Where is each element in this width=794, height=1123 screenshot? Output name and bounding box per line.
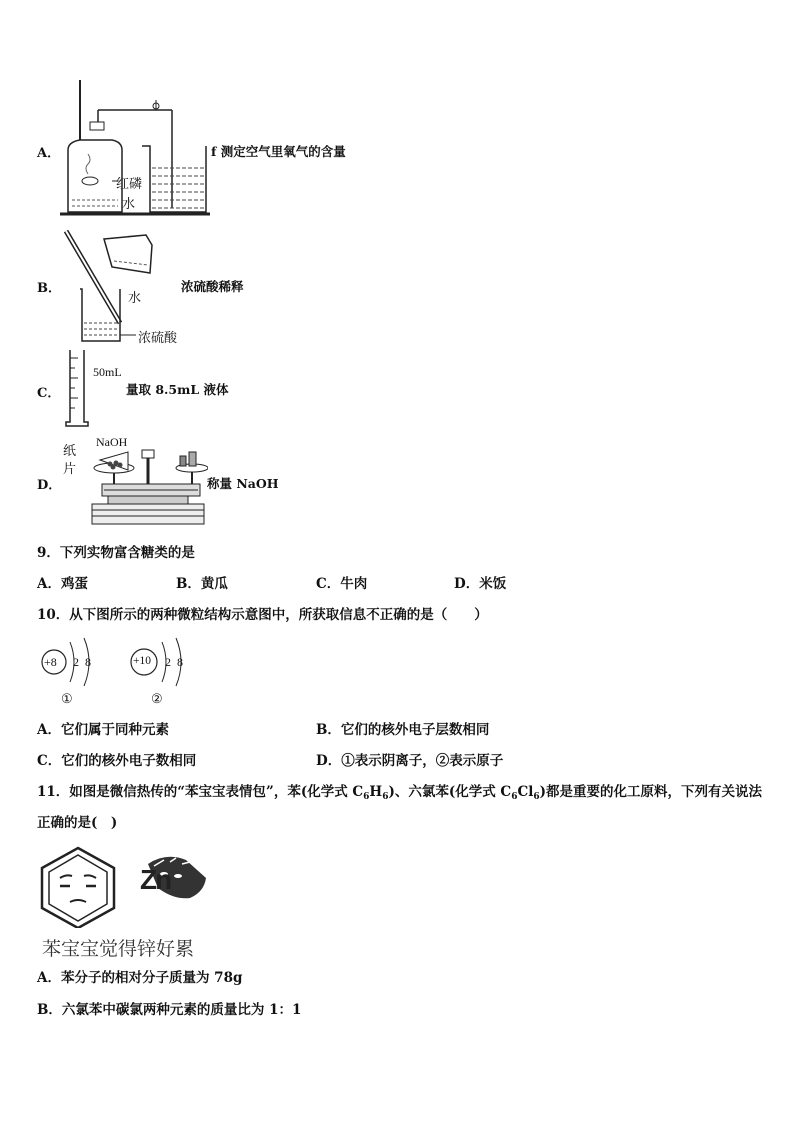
option-a-letter: A． — [37, 146, 61, 161]
atom-1-shells: 2 8 — [73, 655, 91, 669]
balance-scale — [88, 446, 208, 528]
question-11-stem: 11．如图是微信热传的“苯宝宝表情包”，苯(化学式 $C_6H_6$)、六氯苯(化学式 $C_6Cl_6$)都是重要的化工原料，下列有关说法 — [37, 784, 762, 802]
q10-choice-c: C．它们的核外电子数相同 — [37, 753, 197, 769]
q9-choice-d: D．米饭 — [454, 576, 507, 592]
option-b-letter: B． — [37, 281, 61, 296]
graduated-cylinder — [62, 348, 96, 430]
question-9-stem: 9．下列实物富含糖类的是 — [37, 545, 195, 561]
image-caption: 苯宝宝觉得锌好累 — [42, 938, 195, 960]
red-phosphorus-label: 红磷 — [116, 177, 143, 192]
paper-label-2: 片 — [63, 462, 77, 477]
naoh-label: NaOH — [96, 435, 128, 449]
option-a-caption: f 测定空气里氧气的含量 — [211, 144, 346, 159]
atom-1-label: ① — [61, 692, 73, 707]
question-11-stem-line2: 正确的是( ) — [37, 815, 118, 831]
option-b-caption: 浓硫酸稀释 — [181, 279, 244, 294]
q11-choice-a: A．苯分子的相对分子质量为 78g — [37, 970, 243, 986]
q10-choice-b: B．它们的核外电子层数相同 — [316, 722, 490, 738]
option-c-letter: C． — [37, 386, 61, 401]
atom-1-nucleus: +8 — [44, 655, 57, 669]
q9-choice-c: C．牛肉 — [316, 576, 368, 592]
q9-choice-a: A．鸡蛋 — [37, 576, 88, 592]
zinc-symbol: Zn — [140, 864, 171, 895]
benzene-face-hexagon — [40, 846, 120, 928]
water-label-b: 水 — [128, 291, 142, 306]
q11-choice-b: B．六氯苯中碳氯两种元素的质量比为 1：1 — [37, 1002, 302, 1018]
paper-label-1: 纸 — [63, 444, 77, 459]
q10-choice-a: A．它们属于同种元素 — [37, 722, 169, 738]
atom-2-nucleus: +10 — [133, 655, 151, 667]
cylinder-volume-label: 50mL — [93, 365, 122, 379]
q10-choice-d: D．①表示阴离子，②表示原子 — [316, 753, 504, 769]
water-beaker — [140, 140, 210, 220]
atom-2-shells: 2 8 — [165, 655, 183, 669]
option-d-caption: 称量 NaOH — [207, 476, 279, 491]
option-d-letter: D． — [37, 478, 62, 493]
concentrated-acid-label: 浓硫酸 — [138, 331, 178, 346]
water-label-a: 水 — [122, 197, 136, 212]
option-c-caption: 量取 8.5mL 液体 — [126, 382, 229, 397]
q9-choice-b: B．黄瓜 — [176, 576, 228, 592]
question-10-stem: 10．从下图所示的两种微粒结构示意图中，所获取信息不正确的是（ ） — [37, 607, 488, 623]
atom-2-label: ② — [151, 692, 163, 707]
